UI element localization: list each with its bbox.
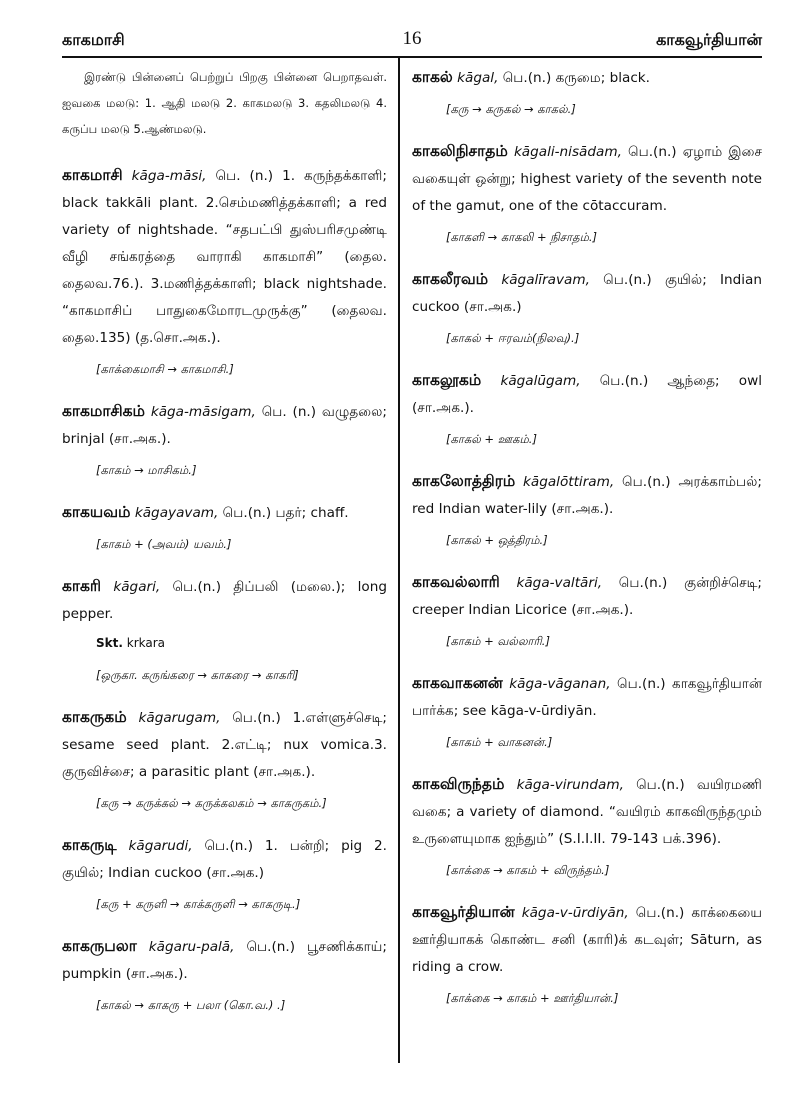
entry-transliteration: kāgalīravam,: [501, 272, 590, 288]
dictionary-entry: [412, 899, 762, 1007]
carryover-text: இரண்டு பின்னைப் பெற்றுப் பிறகு பின்னை பெறாதவள். ஐவகை மலடு: 1. ஆதி மலடு 2. காகமலடு 3. கதலிமலடு 4. கருப்ப மலடு 5.ஆண்மலடு.: [62, 70, 387, 136]
entry-headword: காகமாசிகம்: [62, 402, 146, 420]
entry-etymology: [காகளி → காகலி + நிசாதம்.]: [446, 230, 598, 244]
dictionary-entry: [62, 832, 387, 913]
header-guide-word-left: காகமாசி: [62, 30, 125, 49]
entry-headword: காகவூர்தியான்: [412, 903, 515, 921]
dictionary-entry: [412, 670, 762, 751]
entry-transliteration: kāga-v-ūrdiyān,: [521, 905, 629, 921]
entry-etymology: [கரு → கருகல் → காகல்.]: [446, 102, 576, 116]
dictionary-entry: [412, 266, 762, 347]
entry-transliteration: kāgalōttiram,: [523, 474, 615, 490]
sanskrit-label: Skt.: [96, 636, 123, 650]
entry-transliteration: kāga-māsigam,: [150, 404, 256, 420]
entry-definition: பெ.(n.) ஆந்தை; owl (சா.அக.).: [412, 373, 762, 416]
entry-headword: காகருகம்: [62, 708, 127, 726]
entry-headword: காகவல்லாரி: [412, 573, 500, 591]
entry-headword: காகமாசி: [62, 166, 123, 184]
dictionary-entry: [412, 468, 762, 549]
entry-definition: பெ.(n.) அரக்காம்பல்; red Indian water-lily (சா.அக.).: [412, 474, 762, 517]
entry-headword: காகலிநிசாதம்: [412, 142, 508, 160]
entry-transliteration: kāgarudi,: [128, 838, 193, 854]
entry-definition: பெ.(n.) காக்கையை ஊர்தியாகக் கொண்ட சனி (காரி)க் கடவுள்; Sāturn, as riding a crow.: [412, 905, 762, 975]
entry-headword: காகவிருந்தம்: [412, 775, 505, 793]
entry-definition: பெ.(n.) குயில்; Indian cuckoo (சா.அக.): [412, 272, 762, 315]
entry-etymology: [கரு → கருக்கல் → கருக்கலகம் → காகருகம்.]: [96, 796, 327, 810]
column-divider: [398, 58, 400, 1063]
entry-transliteration: kāgayavam,: [134, 505, 219, 521]
entry-transliteration: kāgalūgam,: [500, 373, 581, 389]
entry-headword: காகல்: [412, 68, 453, 86]
entry-headword: காகலீரவம்: [412, 270, 489, 288]
left-column: [62, 64, 387, 1070]
entry-etymology: [காக்கை → காகம் + விருந்தம்.]: [446, 863, 610, 877]
entry-headword: காகவாகனன்: [412, 674, 503, 692]
entry-etymology: [காக்கைமாசி → காகமாசி.]: [96, 362, 234, 376]
entry-transliteration: kāga-valtāri,: [516, 575, 603, 591]
entry-transliteration: kāga-vāganan,: [509, 676, 611, 692]
sanskrit-cognate: [96, 636, 387, 650]
entry-definition: பெ. (n.) 1. கருந்தக்காளி; black takkāli plant. 2.செம்மணித்தக்காளி; a red variety of nightshade. “சதபட்பி துஸ்பரிசமுண்டி வீழி சங்கரத்தை வாராகி காகமாசி” (தைல. தைலவ.76.). 3.மணித்தக்காளி; black nightshade. “காகமாசிப் பாதுகைமோரடமுருக்கு” (தைலவ. தைல.135) (த.சொ.அக.).: [62, 168, 387, 346]
entry-definition: பெ.(n.) பூசணிக்காய்; pumpkin (சா.அக.).: [62, 939, 387, 982]
entry-definition: பெ.(n.) வயிரமணி வகை; a variety of diamond. “வயிரம் காகவிருந்தமும் உருளையுமாக ஐந்தும்” (S.I.I.II. 79-143 பக்.396).: [412, 777, 762, 847]
entry-headword: காகயவம்: [62, 503, 131, 521]
entry-headword: காகலூகம்: [412, 371, 482, 389]
entry-etymology: [காகம் + (அவம்) யவம்.]: [96, 537, 232, 551]
dictionary-entry: [412, 64, 762, 118]
entry-etymology: [காக்கை → காகம் + ஊர்தியான்.]: [446, 991, 619, 1005]
entry-transliteration: kāga-virundam,: [516, 777, 624, 793]
entry-transliteration: kāga-māsi,: [131, 168, 207, 184]
entry-definition: பெ.(n.) காகவூர்தியான் பார்க்க; see kāga-v-ūrdiyān.: [412, 676, 762, 719]
dictionary-entry: [62, 704, 387, 812]
entry-etymology: [காகல் + ஈரவம்(நிலவு).]: [446, 331, 580, 345]
entry-definition: பெ.(n.) ஏழாம் இசை வகையுள் ஒன்று; highest variety of the seventh note of the gamut, one of the cōtaccuram.: [412, 144, 762, 214]
dictionary-entry: [62, 573, 387, 684]
entry-transliteration: kāgari,: [113, 579, 161, 595]
entry-definition: பெ.(n.) 1.எள்ளுச்செடி; sesame seed plant. 2.எட்டி; nux vomica.3. குருவிச்சை; a parasitic plant (சா.அக.).: [62, 710, 387, 780]
entry-transliteration: kāgaru-palā,: [148, 939, 235, 955]
page-number: 16: [402, 28, 422, 49]
dictionary-entry: [62, 499, 387, 553]
entry-etymology: [காகம் + வாகனன்.]: [446, 735, 553, 749]
entry-headword: காகருடி: [62, 836, 117, 854]
entry-definition: பெ.(n.) 1. பன்றி; pig 2. குயில்; Indian cuckoo (சா.அக.): [62, 838, 387, 881]
sanskrit-word: krkara: [126, 636, 166, 650]
dictionary-entry: [412, 138, 762, 246]
entry-definition: பெ. (n.) வழுதலை; brinjal (சா.அக.).: [62, 404, 387, 447]
page-header: [62, 22, 762, 58]
dictionary-entry: [62, 398, 387, 479]
entry-etymology: [காகல் + ஊகம்.]: [446, 432, 537, 446]
entry-definition: பெ.(n.) கருமை; black.: [502, 70, 650, 86]
entry-etymology: [காகல் → காகரு + பலா (கொ.வ.) .]: [96, 998, 286, 1012]
entry-transliteration: kāgarugam,: [138, 710, 221, 726]
entry-definition: பெ.(n.) திப்பலி (மலை.); long pepper.: [62, 579, 387, 622]
dictionary-entry: [62, 933, 387, 1014]
entry-headword: காகருபலா: [62, 937, 137, 955]
entry-etymology: [ஒருகா. கருங்கரை → காகரை → காகரி]: [96, 668, 299, 682]
entry-etymology: [காகம் + வல்லாரி.]: [446, 634, 550, 648]
entry-etymology: [காகல் + ஒத்திரம்.]: [446, 533, 548, 547]
entry-definition: பெ.(n.) குன்றிச்செடி; creeper Indian Licorice (சா.அக.).: [412, 575, 762, 618]
entry-headword: காகலோத்திரம்: [412, 472, 516, 490]
dictionary-entry: [412, 367, 762, 448]
right-column: [412, 64, 762, 1070]
dictionary-entry: [62, 162, 387, 378]
dictionary-entry: [412, 569, 762, 650]
entry-etymology: [காகம் → மாசிகம்.]: [96, 463, 197, 477]
dictionary-entry: [412, 771, 762, 879]
header-guide-word-right: காகவூர்தியான்: [656, 30, 762, 49]
entry-headword: காகரி: [62, 577, 102, 595]
entry-etymology: [கரு + கருளி → காக்கருளி → காகருடி.]: [96, 897, 301, 911]
entry-transliteration: kāgali-nisādam,: [513, 144, 622, 160]
entry-transliteration: kāgal,: [457, 70, 499, 86]
entry-definition: பெ.(n.) பதர்; chaff.: [222, 505, 349, 521]
